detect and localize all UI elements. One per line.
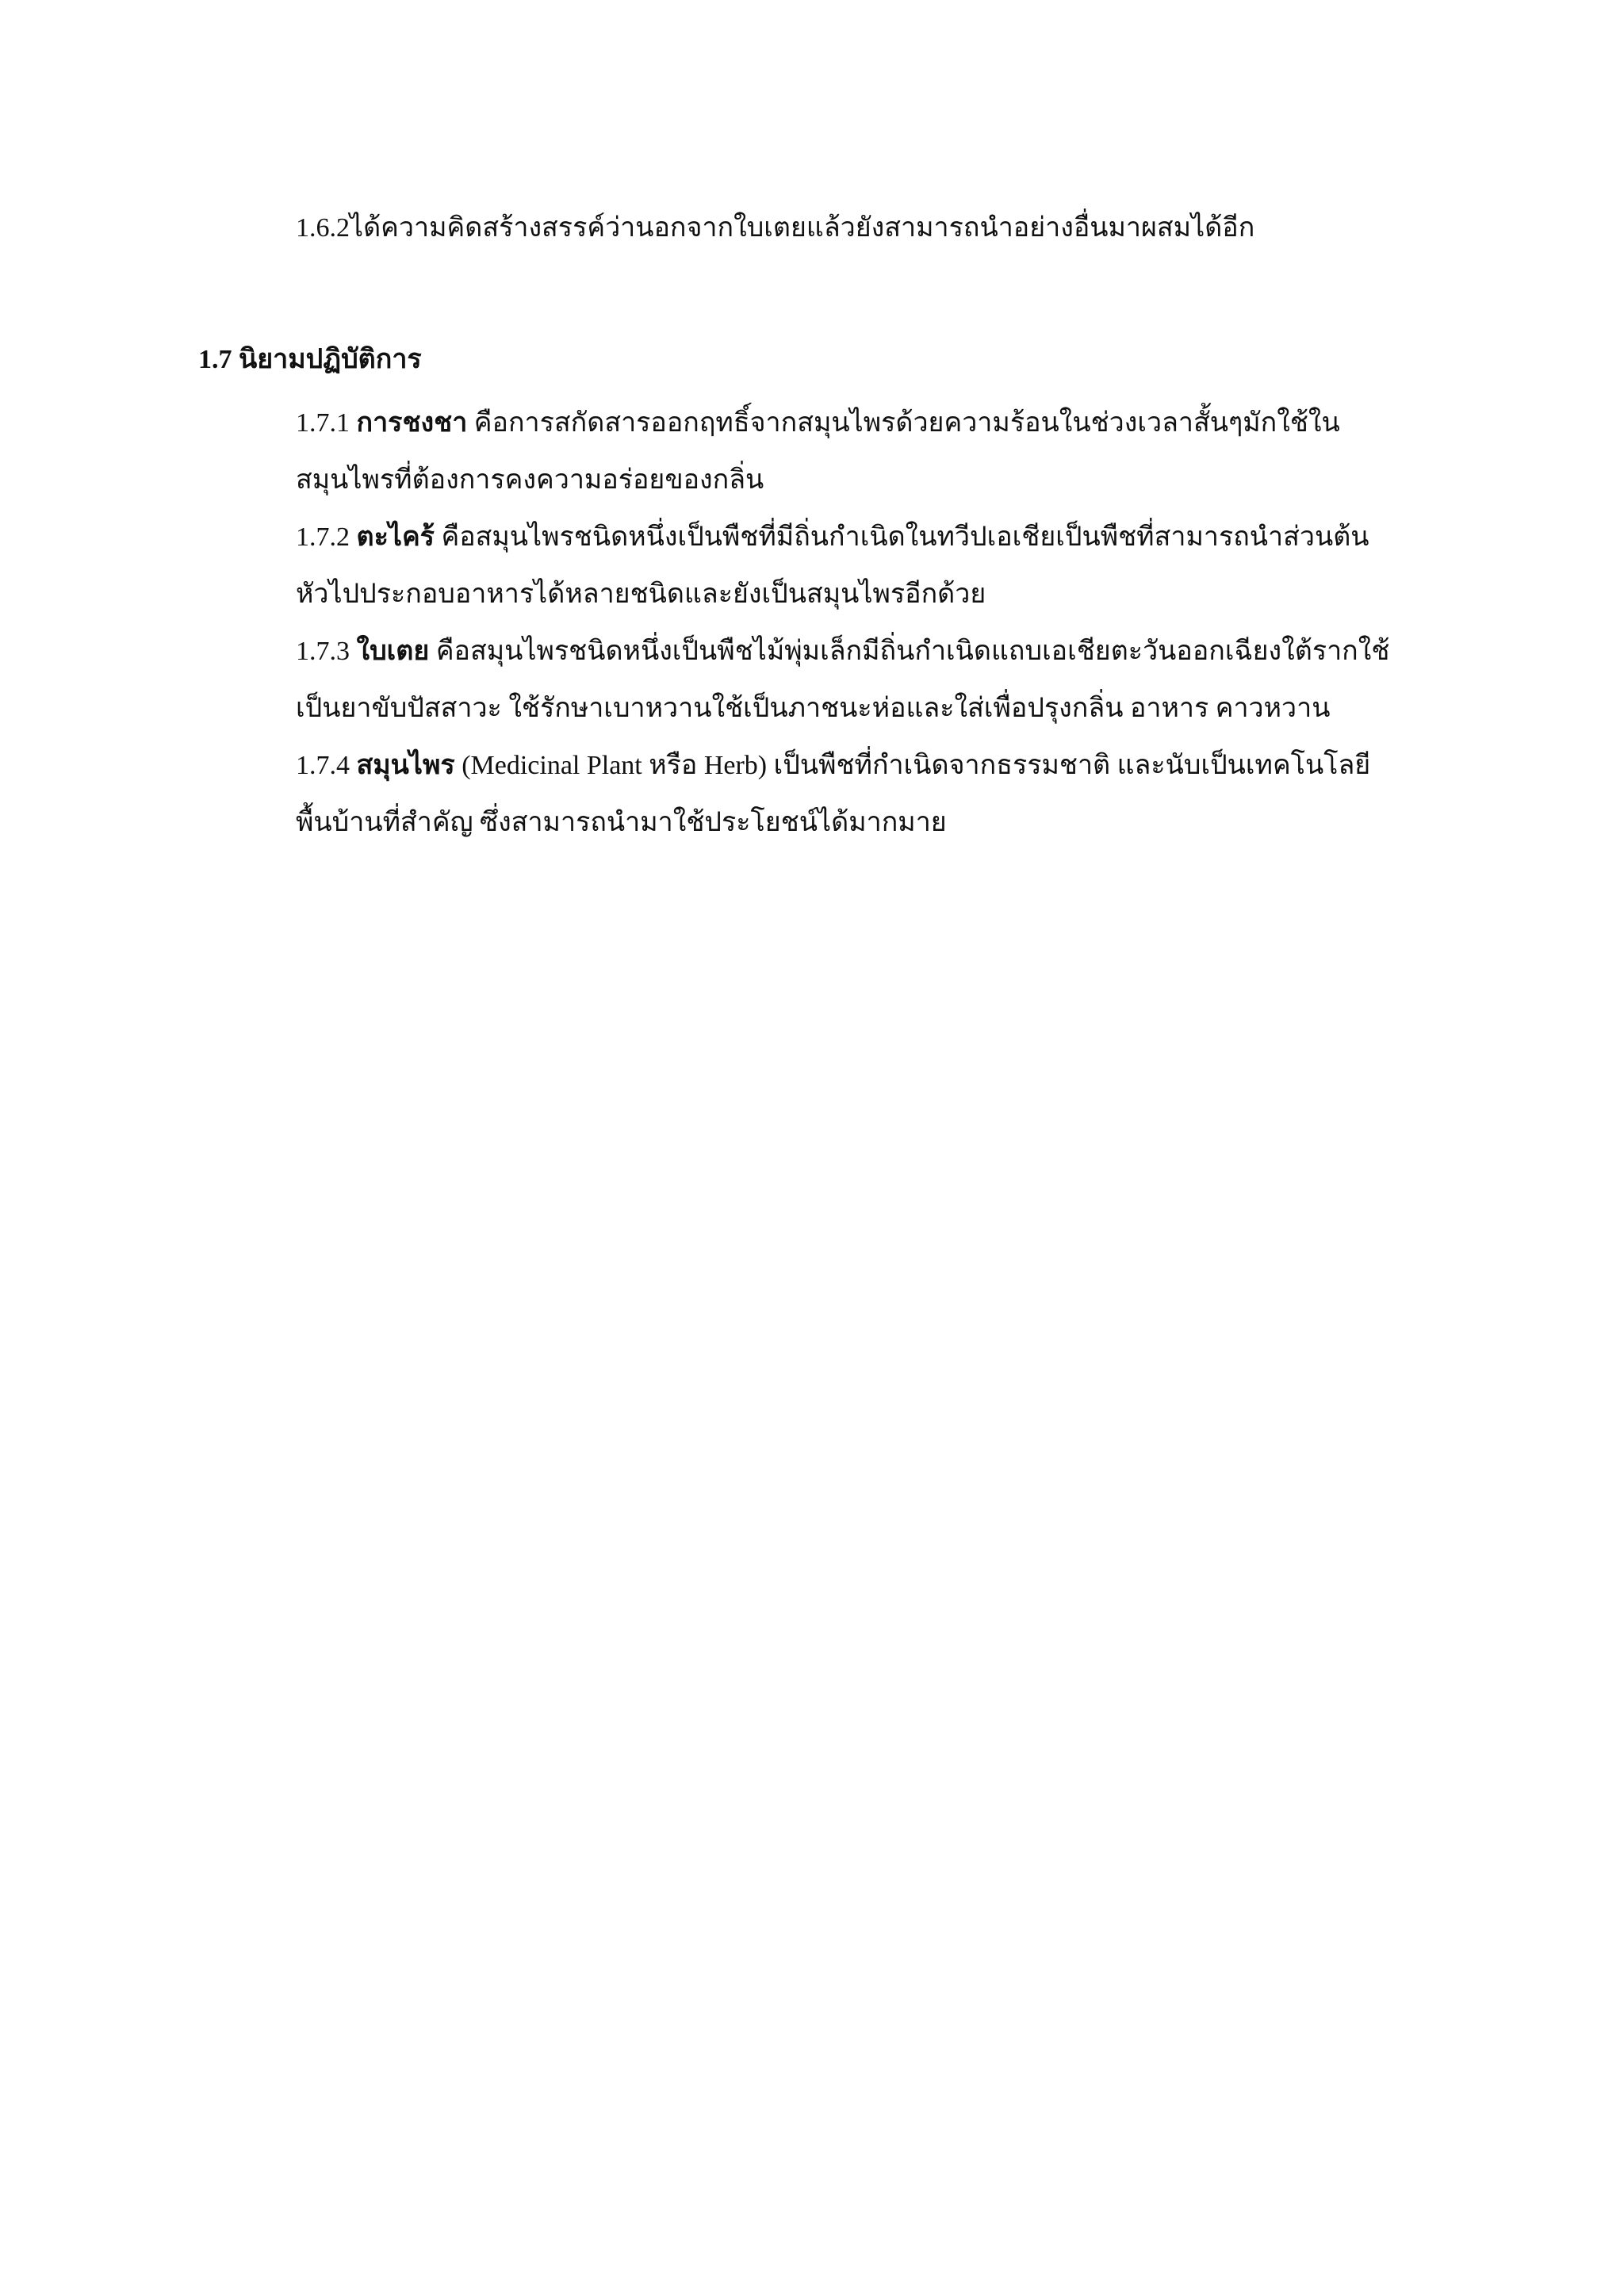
paragraph-1-6-2	[296, 205, 1254, 252]
definition-text: คือสมุนไพรชนิดหนึ่งเป็นพืชไม้พุ่มเล็กมีถิ่นกำเนิดแถบเอเชียตะวันออกเฉียงใต้รากใช้	[429, 637, 1390, 666]
definition-number: 1.7.4	[296, 751, 357, 780]
definition-text: เป็นยาขับปัสสาวะ ใช้รักษาเบาหวานใช้เป็นภาชนะห่อและใส่เพื่อปรุงกลิ่น อาหาร คาวหวาน	[296, 694, 1331, 723]
definition-1-7-1-continuation	[296, 457, 764, 504]
definition-term: สมุนไพร	[356, 751, 455, 780]
definition-text: คือสมุนไพรชนิดหนึ่งเป็นพืชที่มีถิ่นกำเนิดในทวีปเอเชียเป็นพืชที่สามารถนำส่วนต้น	[434, 522, 1369, 552]
definition-number: 1.7.1	[296, 408, 357, 438]
definition-number: 1.7.3	[296, 637, 357, 666]
definition-term: ใบเตย	[356, 637, 430, 666]
definition-text: สมุนไพรที่ต้องการคงความอร่อยของกลิ่น	[296, 465, 764, 495]
definition-text: คือการสกัดสารออกฤทธิ์จากสมุนไพรด้วยความร้อนในช่วงเวลาสั้นๆมักใช้ใน	[467, 408, 1340, 438]
definition-text: (Medicinal Plant หรือ Herb) เป็นพืชที่กำเนิดจากธรรมชาติ และนับเป็นเทคโนโลยี	[454, 751, 1371, 780]
definition-1-7-2-continuation	[296, 571, 986, 618]
definition-number: 1.7.2	[296, 522, 357, 552]
definition-1-7-3	[296, 628, 1389, 675]
definition-1-7-4	[296, 742, 1370, 790]
definition-text: พื้นบ้านที่สำคัญ ซึ่งสามารถนำมาใช้ประโยชน์ได้มากมาย	[296, 808, 947, 837]
paragraph-text: 1.6.2ได้ความคิดสร้างสรรค์ว่านอกจากใบเตยแล้วยังสามารถนำอย่างอื่นมาผสมได้อีก	[296, 213, 1255, 243]
definition-1-7-4-continuation	[296, 799, 947, 847]
heading-text: 1.7 นิยามปฏิบัติการ	[198, 345, 422, 374]
definition-1-7-3-continuation	[296, 685, 1330, 733]
definition-1-7-2	[296, 514, 1369, 561]
section-heading-1-7	[198, 336, 422, 384]
definition-text: หัวไปประกอบอาหารได้หลายชนิดและยังเป็นสมุนไพรอีกด้วย	[296, 580, 986, 609]
definition-1-7-1	[296, 400, 1340, 447]
definition-term: ตะไคร้	[356, 522, 435, 552]
definition-term: การชงชา	[356, 408, 468, 438]
